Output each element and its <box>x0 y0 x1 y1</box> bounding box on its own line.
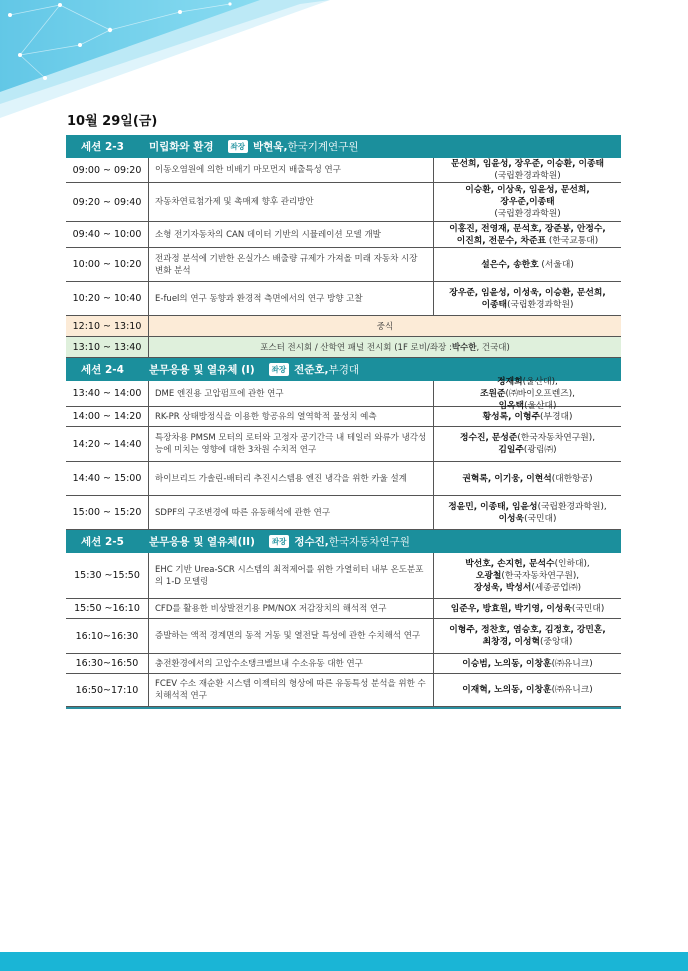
table-row <box>66 553 621 599</box>
date-heading: 10월 29일(금) <box>67 114 158 129</box>
session-number: 세션 2-4 <box>81 364 124 376</box>
authors-cell <box>434 376 621 411</box>
author-affiliation: (세종공업㈜) <box>531 582 582 593</box>
author-affiliation: (국립환경과학원) <box>494 171 561 181</box>
poster-label-pre: 포스터 전시회 / 산학연 패널 전시회 (1F 로비/좌장 : <box>260 343 452 353</box>
table-row <box>66 248 621 282</box>
author-line <box>448 501 606 513</box>
authors-text <box>483 411 573 423</box>
table-row <box>66 654 621 674</box>
table-row <box>66 407 621 427</box>
author-affiliation: (광림㈜) <box>523 445 557 455</box>
time-cell: 13:10 ~ 13:40 <box>66 337 149 357</box>
author-names: 문선희, 임윤성, 장우준, 이승환, 이종태 <box>450 159 605 169</box>
author-names: 정재희 <box>497 376 523 387</box>
author-affiliation: (국립환경과학원) <box>494 209 561 219</box>
time-cell: 09:00 ~ 09:20 <box>66 158 149 182</box>
break-label: 중식 <box>376 322 394 332</box>
authors-text <box>460 432 595 456</box>
author-affiliation: (국민대) <box>571 603 605 614</box>
authors-text <box>462 473 592 485</box>
time-cell: 14:40 ~ 15:00 <box>66 462 149 495</box>
author-names: 이재혁, 노의동, 이창훈 <box>462 685 552 695</box>
author-affiliation: (국립환경과학원), <box>537 501 607 512</box>
time-cell: 16:50~17:10 <box>66 674 149 706</box>
author-line <box>465 208 590 220</box>
author-names: 정윤민, 이종태, 임윤성 <box>448 501 538 512</box>
author-affiliation: (인하대), <box>554 558 590 569</box>
author-affiliation: (한국교통대) <box>546 235 599 246</box>
author-line <box>465 558 589 570</box>
chair-name: 박현욱, <box>253 141 288 153</box>
table-row <box>66 222 621 248</box>
authors-cell <box>434 407 621 426</box>
talk-title: EHC 기반 Urea-SCR 시스템의 최적제어를 위한 가열히터 내부 온도분포의 1-D 모델링 <box>149 553 434 598</box>
session-title: 미립화와 환경 <box>149 141 214 153</box>
schedule-table <box>66 135 621 709</box>
talk-title: 특장차용 PMSM 모터의 로터와 고정자 공기간극 내 테일러 와류가 냉각성능에 미치는 영향에 대한 3차원 수치적 연구 <box>149 427 434 461</box>
time-cell: 13:40 ~ 14:00 <box>66 381 149 406</box>
author-line <box>449 287 605 299</box>
chair-badge: 좌장 <box>269 535 290 548</box>
time-cell: 09:20 ~ 09:40 <box>66 183 149 221</box>
authors-text <box>462 658 592 670</box>
authors-cell <box>434 674 621 706</box>
author-line <box>449 235 605 247</box>
author-affiliation: (㈜유니크) <box>551 658 593 669</box>
time-cell: 15:50 ~16:10 <box>66 599 149 618</box>
talk-title: 하이브리드 가솔린-배터리 추진시스템용 엔진 냉각을 위한 카울 설계 <box>149 462 434 495</box>
author-line <box>449 624 605 636</box>
authors-cell <box>434 158 621 182</box>
authors-cell <box>434 619 621 653</box>
decorative-corner-graphic <box>0 0 340 130</box>
session-number: 세션 2-3 <box>81 141 124 153</box>
authors-cell <box>434 282 621 315</box>
authors-text <box>449 287 605 311</box>
author-line <box>451 170 604 182</box>
author-names: 장우준, 임윤성, 이성욱, 이승환, 문선희, <box>449 287 606 298</box>
author-names: 최창경, 이성혁 <box>482 637 541 647</box>
author-line <box>462 658 592 670</box>
author-line <box>451 603 605 615</box>
author-line <box>465 196 590 208</box>
authors-cell <box>434 496 621 529</box>
author-line <box>462 473 592 485</box>
author-line <box>465 582 589 594</box>
authors-text <box>451 158 604 182</box>
author-names: 장우준,이종태 <box>500 197 555 207</box>
table-row <box>66 427 621 462</box>
author-affiliation: (한국자동차연구원), <box>517 433 596 443</box>
talk-title: RK-PR 상태방정식을 이용한 항공유의 열역학적 물성치 예측 <box>149 407 434 426</box>
author-names: 박선호, 손지헌, 문석수 <box>465 558 555 569</box>
author-affiliation: (부경대) <box>540 411 573 422</box>
authors-cell <box>434 553 621 598</box>
author-names: 임준우, 방효원, 박기영, 이성욱 <box>450 603 572 614</box>
author-line <box>483 411 573 423</box>
author-names: 이성욱 <box>498 513 525 524</box>
talk-title: CFD를 활용한 비상발전기용 PM/NOX 저감장치의 해석적 연구 <box>149 599 434 618</box>
authors-text <box>448 501 606 525</box>
session-header <box>66 530 621 553</box>
time-cell: 10:00 ~ 10:20 <box>66 248 149 281</box>
author-line <box>460 432 595 444</box>
author-line <box>465 570 589 582</box>
talk-title: 소형 전기자동차의 CAN 데이터 기반의 시뮬레이션 모델 개발 <box>149 222 434 247</box>
table-row <box>66 183 621 222</box>
author-line <box>449 299 605 311</box>
author-names: 설은수, 송한호 <box>481 259 539 270</box>
author-affiliation: (대한항공) <box>551 473 593 484</box>
chair-name: 전준호, <box>294 364 329 376</box>
poster-label-post: , 건국대) <box>476 343 510 353</box>
time-cell: 14:20 ~ 14:40 <box>66 427 149 461</box>
author-names: 이홍진, 전영재, 문석호, 장준봉, 안정수, <box>449 223 606 234</box>
author-names: 황성록, 이형주 <box>482 411 541 422</box>
author-line <box>449 636 605 648</box>
author-line <box>451 158 604 170</box>
author-names: 권혁록, 이기웅, 이현석 <box>462 473 552 484</box>
authors-text <box>465 184 590 220</box>
author-line <box>460 444 595 456</box>
author-names: 김일주 <box>498 445 524 455</box>
table-row <box>66 599 621 619</box>
talk-title: 이동오염원에 의한 비배기 마모먼지 배출특성 연구 <box>149 158 434 182</box>
authors-text <box>465 558 589 594</box>
author-names: 정수진, 문성준 <box>459 433 518 443</box>
time-cell: 15:00 ~ 15:20 <box>66 496 149 529</box>
table-row <box>66 376 621 411</box>
author-line <box>481 259 574 271</box>
session-title: 분무응용 및 열유체 (I) <box>149 364 255 376</box>
author-line <box>480 376 575 388</box>
authors-text <box>462 684 592 696</box>
time-cell: 15:30 ~15:50 <box>66 553 149 598</box>
time-cell: 09:40 ~ 10:00 <box>66 222 149 247</box>
talk-title: 전과정 분석에 기반한 온실가스 배출량 규제가 가져올 미래 자동차 시장 변화 분석 <box>149 248 434 281</box>
author-affiliation: (국립환경과학원) <box>507 299 574 310</box>
table-row <box>66 619 621 654</box>
author-line <box>462 684 592 696</box>
chair-name: 정수진, <box>294 536 329 548</box>
talk-title: FCEV 수소 재순환 시스템 이젝터의 형상에 따른 유동특성 분석을 위한 수치해석적 연구 <box>149 674 434 706</box>
session-number: 세션 2-5 <box>81 536 124 548</box>
table-row <box>66 462 621 496</box>
talk-title: DME 엔진용 고압펌프에 관한 연구 <box>149 381 434 406</box>
authors-cell <box>434 427 621 461</box>
author-affiliation: (서울대) <box>538 259 574 270</box>
authors-text <box>481 259 574 271</box>
author-line <box>448 513 606 525</box>
author-names: 이승범, 노의동, 이창훈 <box>462 658 552 669</box>
session-header <box>66 135 621 158</box>
lunch-row <box>66 316 621 337</box>
authors-cell <box>434 654 621 673</box>
author-names: 장성욱, 박성서 <box>473 582 532 593</box>
table-row <box>66 158 621 183</box>
chair-badge: 좌장 <box>269 363 290 376</box>
time-cell: 12:10 ~ 13:10 <box>66 316 149 336</box>
poster-label <box>149 337 621 357</box>
authors-cell <box>434 462 621 495</box>
poster-row <box>66 337 621 358</box>
author-names: 이진희, 전문수, 차준표 <box>456 235 547 246</box>
talk-title: SDPF의 구조변경에 따른 유동해석에 관한 연구 <box>149 496 434 529</box>
authors-text <box>449 223 605 247</box>
talk-title: 충전환경에서의 고압수소탱크밸브내 수소유동 대한 연구 <box>149 654 434 673</box>
talk-title: E-fuel의 연구 동향과 환경적 측면에서의 연구 방향 고찰 <box>149 282 434 315</box>
table-row <box>66 282 621 316</box>
chair-affiliation: 부경대 <box>328 364 359 376</box>
time-cell: 10:20 ~ 10:40 <box>66 282 149 315</box>
author-line <box>465 184 590 196</box>
authors-cell <box>434 183 621 221</box>
author-names: 조원준 <box>480 388 506 399</box>
table-row <box>66 496 621 530</box>
author-names: 이형주, 정찬호, 염승호, 김정호, 강민혼, <box>449 625 606 635</box>
author-line <box>449 223 605 235</box>
author-names: 임옥택 <box>498 400 525 411</box>
session-title: 분무응용 및 열유체(II) <box>149 536 255 548</box>
author-affiliation: (울산대) <box>524 400 557 411</box>
time-cell: 16:10~16:30 <box>66 619 149 653</box>
author-affiliation: (한국자동차연구원), <box>501 570 580 581</box>
authors-text <box>451 603 605 615</box>
authors-cell <box>434 248 621 281</box>
author-affiliation: (㈜유니크) <box>551 685 593 695</box>
author-line <box>480 388 575 400</box>
authors-cell <box>434 222 621 247</box>
chair-affiliation: 한국기계연구원 <box>287 141 359 153</box>
talk-title: 증발하는 액적 경계면의 동적 거동 및 열전달 특성에 관한 수치해석 연구 <box>149 619 434 653</box>
author-names: 이승환, 이상욱, 임윤성, 문선희, <box>465 185 590 195</box>
table-row <box>66 674 621 707</box>
author-affiliation: (울산대), <box>522 376 558 387</box>
author-names: 이종태 <box>481 299 508 310</box>
author-names: 오광철 <box>475 570 502 581</box>
chair-affiliation: 한국자동차연구원 <box>328 536 410 548</box>
footer-bar <box>0 952 688 971</box>
authors-cell <box>434 599 621 618</box>
author-affiliation: (㈜바이오프렌즈), <box>505 388 575 399</box>
author-affiliation: (중앙대) <box>540 637 573 647</box>
time-cell: 16:30~16:50 <box>66 654 149 673</box>
authors-text <box>449 624 605 648</box>
chair-badge: 좌장 <box>228 140 249 153</box>
author-affiliation: (국민대) <box>524 513 557 524</box>
time-cell: 14:00 ~ 14:20 <box>66 407 149 426</box>
poster-chair-name: 박수한 <box>451 343 477 353</box>
talk-title: 자동차연료첨가제 및 촉매제 향후 관리방안 <box>149 183 434 221</box>
